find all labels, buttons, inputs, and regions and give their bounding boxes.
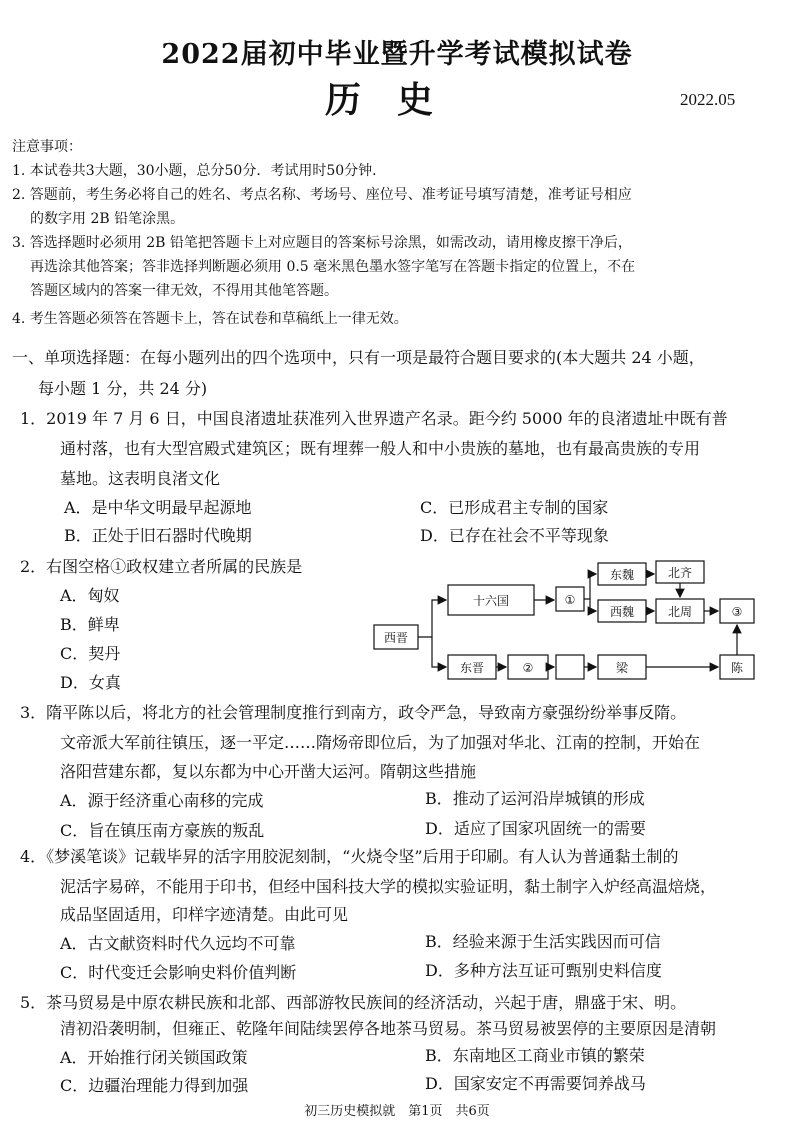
notice-line: 再选涂其他答案；答非选择判断题必须用 0.5 毫米黑色墨水签字笔写在答题卡指定的位置上，不在 [30,259,636,275]
option: B．经验来源于生活实践因而可信 [425,932,661,951]
section-heading-cont: 每小题 1 分，共 24 分) [38,379,208,398]
option: D．适应了国家巩固统一的需要 [425,819,646,838]
notice-line: 的数字用 2B 铅笔涂黑。 [30,211,185,227]
option: C．契丹 [60,644,121,663]
option: C．旨在镇压南方豪族的叛乱 [60,821,265,840]
label-xiwei: 西魏 [609,605,635,619]
question-stem: 3．隋平陈以后，将北方的社会管理制度推行到南方，政令严急，导致南方豪强纷纷举事反隋。 [20,703,687,722]
notice-line: 4. 考生答题必须答在答题卡上，答在试卷和草稿纸上一律无效。 [12,311,408,327]
option: A．源于经济重心南移的完成 [60,791,264,810]
option: B．鲜卑 [60,615,120,634]
label-1: ① [564,593,576,607]
option: A．匈奴 [60,586,120,605]
label-dongjin: 东晋 [459,661,485,675]
question-stem: 通村落，也有大型宫殿式建筑区；既有埋葬一般人和中小贵族的墓地，也有最高贵族的专用 [60,439,701,458]
option: D．多种方法互证可甄别史料信度 [425,961,662,980]
label-3: ③ [731,605,743,619]
option: B．正处于旧石器时代晚期 [64,526,252,545]
label-liang: 梁 [615,661,629,675]
box-empty [556,655,584,679]
exam-title: 2022届初中毕业暨升学考试模拟试卷 [161,39,633,70]
option: A．是中华文明最早起源地 [64,498,252,517]
page-footer: 初三历史模拟就 第1页 共6页 [304,1104,490,1119]
option: B．东南地区工商业市镇的繁荣 [425,1046,645,1065]
dynasty-flow-diagram [370,555,770,690]
option: A．古文献资料时代久远均不可靠 [60,934,296,953]
notice-heading: 注意事项： [12,139,82,155]
option: C．已形成君主专制的国家 [420,498,609,517]
option: B．推动了运河沿岸城镇的形成 [425,789,645,808]
option: C．边疆治理能力得到加强 [60,1076,249,1095]
label-xijin: 西晋 [383,631,409,645]
question-stem: 泥活字易碎，不能用于印书，但经中国科技大学的模拟实验证明，黏土制字入炉经高温焙烧， [60,877,717,896]
label-beizhou: 北周 [667,605,693,619]
notice-line: 2. 答题前，考生务必将自己的姓名、考点名称、考场号、座位号、准考证号填写清楚，准考证号相应 [12,187,632,203]
option: D．已存在社会不平等现象 [420,526,609,545]
exam-date: 2022.05 [680,90,736,109]
question-stem: 5．茶马贸易是中原农耕民族和北部、西部游牧民族间的经济活动，兴起于唐，鼎盛于宋、明。 [20,993,687,1012]
question-stem: 清初沿袭明制，但雍正、乾隆年间陆续罢停各地茶马贸易。茶马贸易被罢停的主要原因是清朝 [60,1019,717,1038]
label-beiqi: 北齐 [667,566,693,580]
notice-line: 3. 答选择题时必须用 2B 铅笔把答题卡上对应题目的答案标号涂黑，如需改动，请用橡皮擦干净后， [12,235,632,251]
subject-title: 历史 [324,79,469,121]
option: D．女真 [60,673,121,692]
label-chen: 陈 [730,661,744,675]
question-stem: 4．《梦溪笔谈》记载毕昇的活字用胶泥刻制，“火烧令坚”后用于印刷。有人认为普通黏土制的 [20,847,679,866]
question-stem: 成品坚固适用，印样字迹清楚。由此可见 [60,905,349,924]
question-stem: 洛阳营建东都，复以东都为中心开凿大运河。隋朝这些措施 [60,762,477,781]
section-heading: 一、单项选择题：在每小题列出的四个选项中，只有一项是最符合题目要求的(本大题共 24 小题， [12,348,705,367]
label-dongwei: 东魏 [609,568,635,582]
label-shiliuguo: 十六国 [472,594,510,608]
question-stem: 1．2019 年 7 月 6 日，中国良渚遗址获准列入世界遗产名录。距今约 5000 年的良渚遗址中既有普 [20,409,728,428]
option: C．时代变迁会影响史料价值判断 [60,963,297,982]
question-stem: 2．右图空格①政权建立者所属的民族是 [20,557,303,576]
notice-line: 答题区域内的答案一律无效，不得用其他笔答题。 [30,283,338,299]
option: D．国家安定不再需要饲养战马 [425,1074,646,1093]
option: A．开始推行闭关锁国政策 [60,1048,248,1067]
notice-line: 1. 本试卷共3大题，30小题，总分50分．考试用时50分钟． [12,163,387,179]
label-2: ② [522,661,534,675]
question-stem: 文帝派大军前往镇压，逐一平定……隋炀帝即位后，为了加强对华北、江南的控制，开始在 [60,733,701,752]
question-stem: 墓地。这表明良渚文化 [60,469,221,488]
